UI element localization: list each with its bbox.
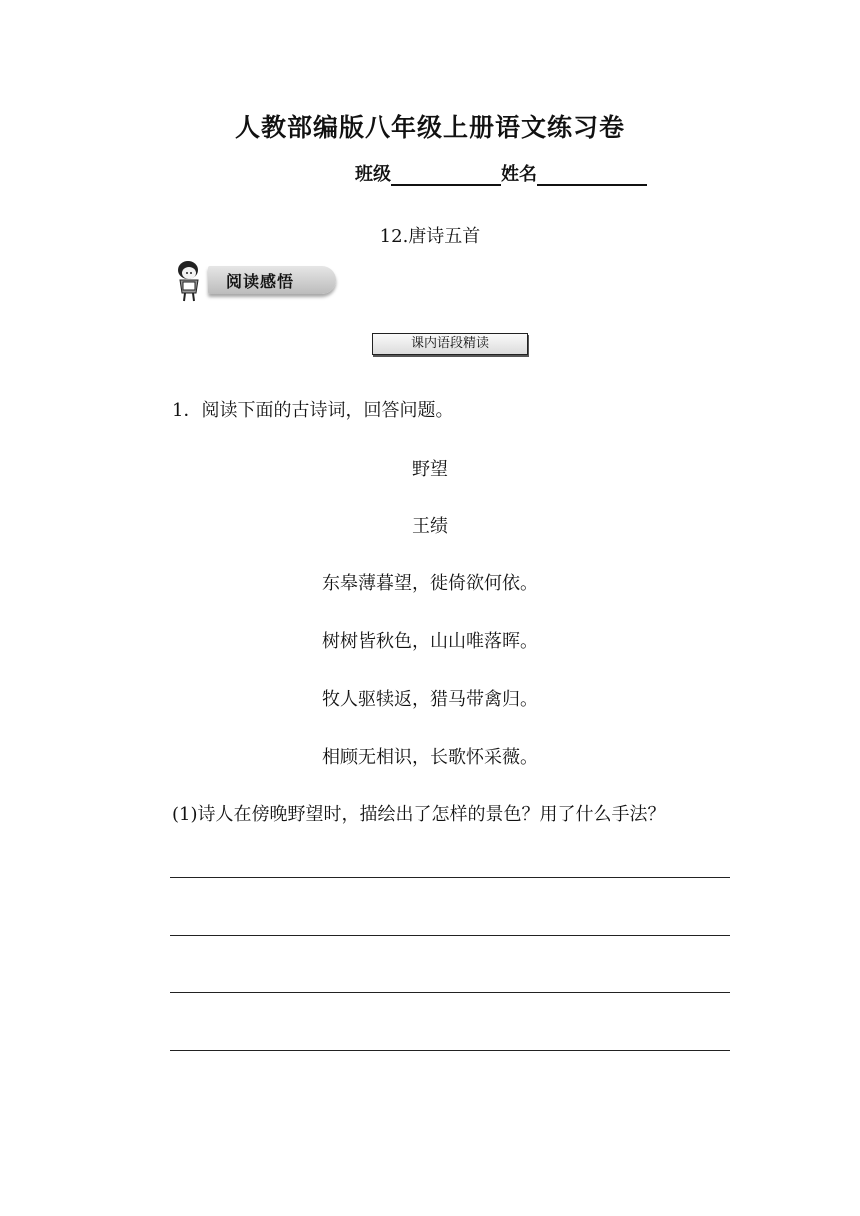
question-text: 1．阅读下面的古诗词，回答问题。 bbox=[172, 400, 454, 421]
poem-line: 东皋薄暮望，徙倚欲何依。 bbox=[322, 573, 538, 594]
answer-line[interactable] bbox=[170, 992, 730, 993]
section-label: 阅读感悟 bbox=[226, 272, 295, 291]
name-label: 姓名 bbox=[501, 164, 537, 185]
name-blank[interactable] bbox=[537, 164, 647, 186]
answer-line[interactable] bbox=[170, 1050, 730, 1051]
class-label: 班级 bbox=[355, 164, 391, 185]
poem-line: 牧人驱犊返，猎马带禽归。 bbox=[322, 689, 538, 710]
class-blank[interactable] bbox=[391, 164, 501, 186]
sub-question-text: (1)诗人在傍晚野望时，描绘出了怎样的景色？用了什么手法？ bbox=[172, 804, 666, 825]
lesson-title: 12.唐诗五首 bbox=[379, 226, 481, 247]
poem-line: 树树皆秋色，山山唯落晖。 bbox=[322, 631, 538, 652]
reading-girl-icon bbox=[172, 260, 206, 302]
answer-line[interactable] bbox=[170, 877, 730, 878]
page-title: 人教部编版八年级上册语文练习卷 bbox=[234, 113, 625, 142]
section-header bbox=[172, 260, 342, 302]
student-info-row bbox=[355, 160, 647, 186]
subsection-label: 课内语段精读 bbox=[372, 333, 528, 355]
poem-title: 野望 bbox=[412, 459, 448, 480]
answer-line[interactable] bbox=[170, 935, 730, 936]
poem-line: 相顾无相识，长歌怀采薇。 bbox=[322, 747, 538, 768]
poem-author: 王绩 bbox=[412, 516, 448, 537]
